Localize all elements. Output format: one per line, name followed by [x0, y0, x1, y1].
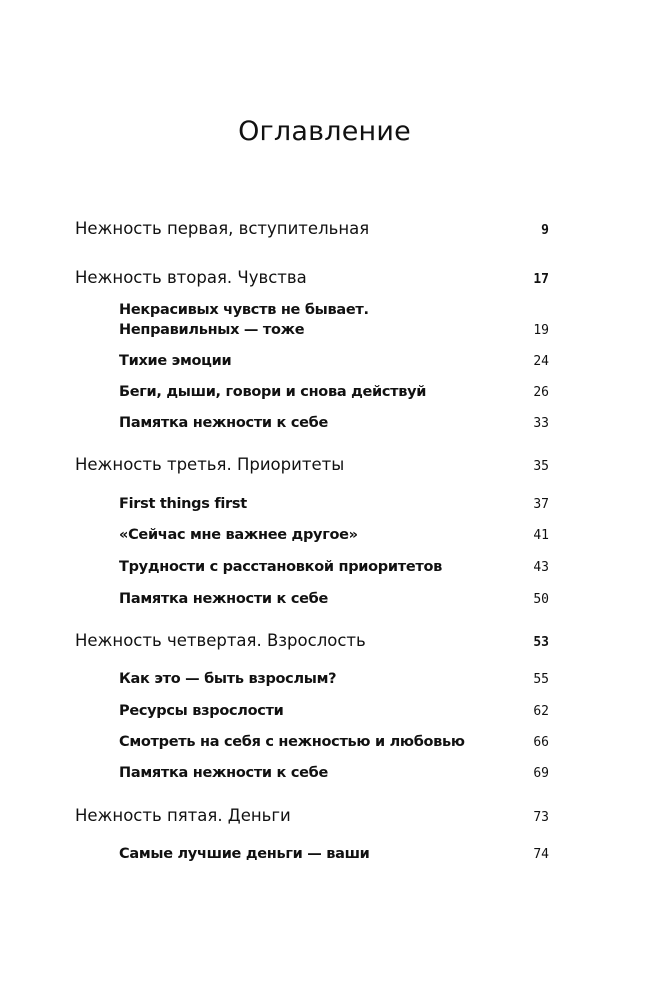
chapter-title: Нежность третья. Приоритеты [75, 455, 345, 474]
page-number: 26 [533, 385, 549, 400]
chapter-title: Нежность четвертая. Взрослость [75, 631, 366, 650]
page-number: 73 [533, 810, 549, 825]
section-title: Смотреть на себя с нежностью и любовью [119, 734, 465, 750]
page-number: 24 [533, 354, 549, 369]
chapter-title: Нежность вторая. Чувства [75, 268, 307, 287]
section-title: First things first [119, 496, 247, 512]
chapter-title: Нежность пятая. Деньги [75, 806, 291, 825]
section-title: Трудности с расстановкой приоритетов [119, 559, 443, 575]
page-number: 33 [533, 416, 549, 431]
page-number: 9 [541, 223, 549, 238]
page-title: Оглавление [238, 116, 411, 147]
section-title: Памятка нежности к себе [119, 765, 329, 781]
page-number: 35 [533, 459, 549, 474]
page-number: 19 [533, 323, 549, 338]
section-title: Памятка нежности к себе [119, 415, 329, 431]
page-number: 17 [533, 272, 549, 287]
page-number: 50 [533, 592, 549, 607]
page-number: 62 [533, 704, 549, 719]
page-number: 43 [533, 560, 549, 575]
section-title: Памятка нежности к себе [119, 591, 329, 607]
page-number: 37 [533, 497, 549, 512]
page-number: 66 [533, 735, 549, 750]
section-title-line-2: Неправильных — тоже [119, 322, 305, 338]
section-title: «Сейчас мне важнее другое» [119, 527, 358, 543]
section-title: Ресурсы взрослости [119, 703, 284, 719]
section-title: Как это — быть взрослым? [119, 671, 337, 687]
page-number: 74 [533, 847, 549, 862]
page-number: 53 [533, 635, 549, 650]
section-title-line-1: Некрасивых чувств не бывает. [119, 302, 369, 318]
page-number: 69 [533, 766, 549, 781]
page-number: 55 [533, 672, 549, 687]
chapter-title: Нежность первая, вступительная [75, 219, 370, 238]
section-title: Самые лучшие деньги — ваши [119, 846, 370, 862]
section-title: Тихие эмоции [119, 353, 232, 369]
page-number: 41 [533, 528, 549, 543]
section-title: Беги, дыши, говори и снова действуй [119, 384, 427, 400]
